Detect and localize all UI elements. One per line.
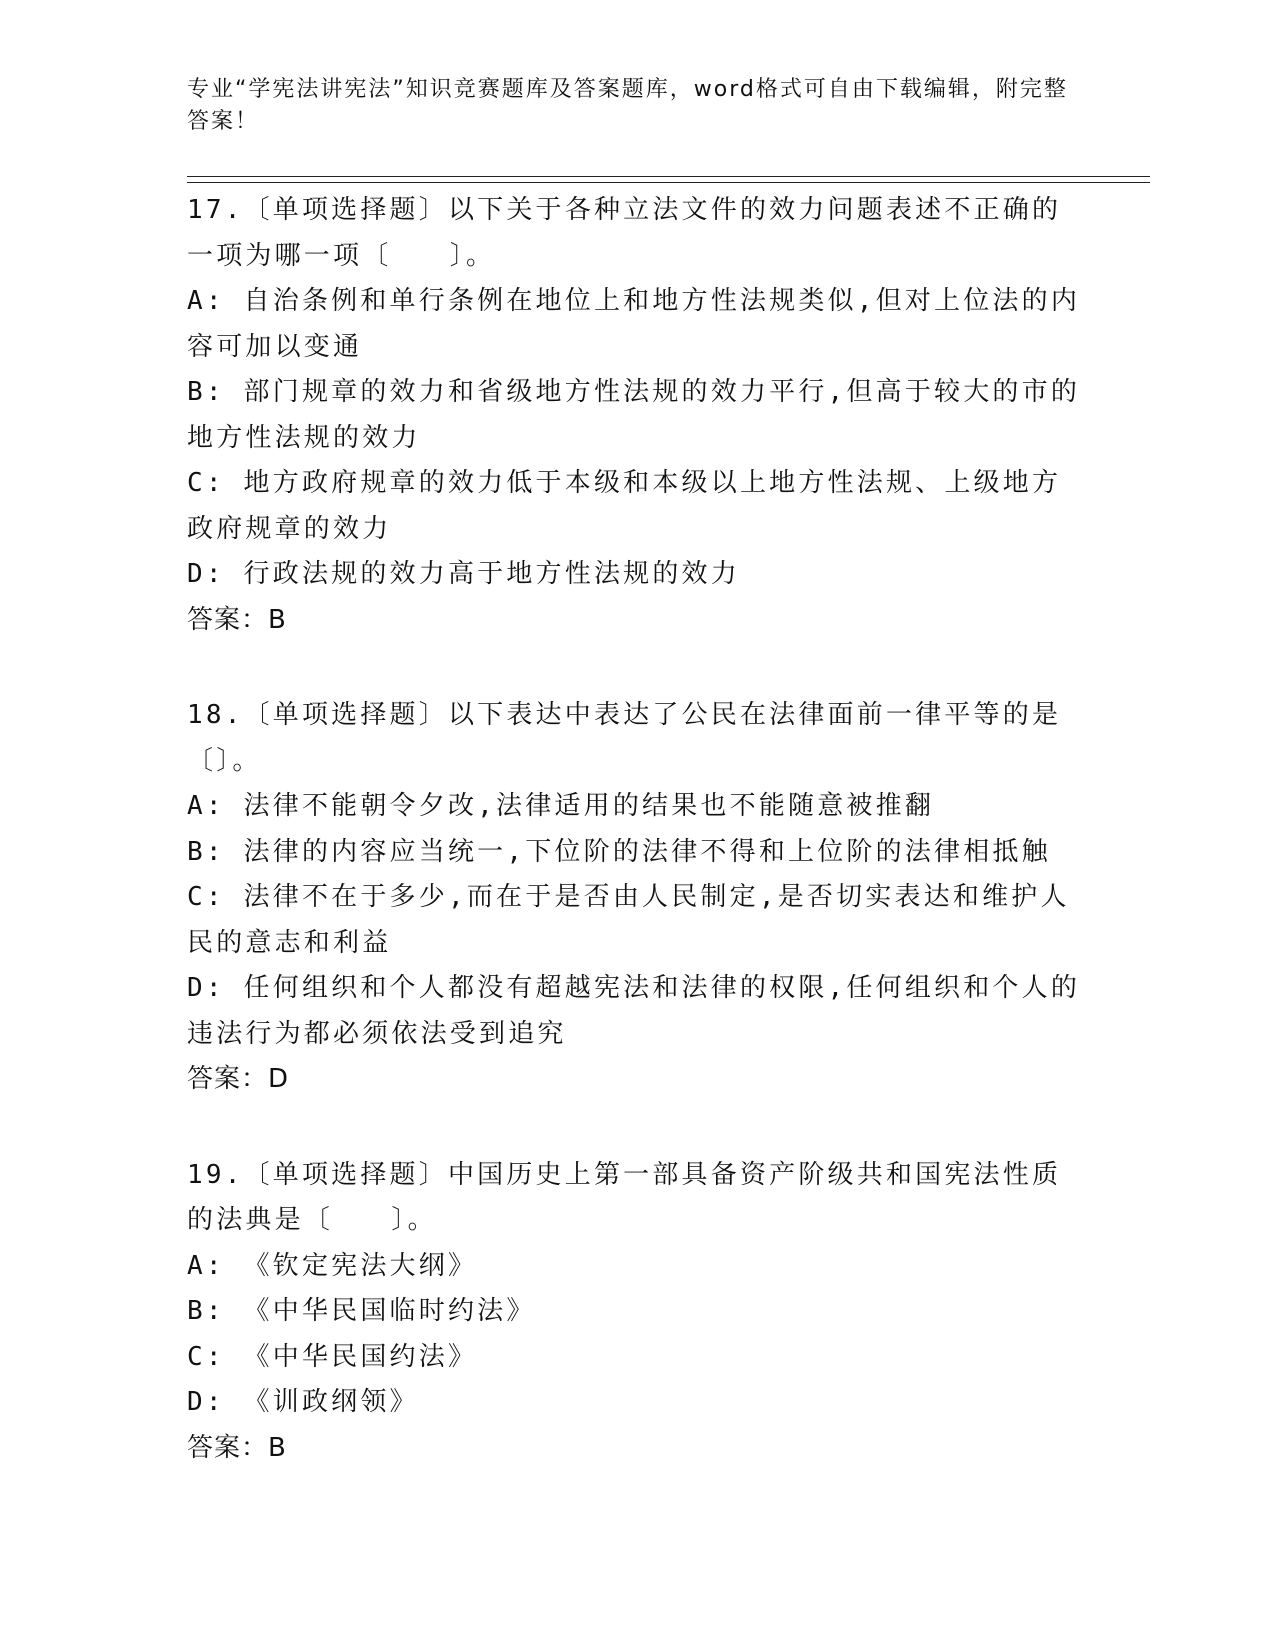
option-d: D: 任何组织和个人都没有超越宪法和法律的权限,任何组织和个人的违法行为都必须依法受到追究: [187, 973, 1081, 1049]
option-c: C: 地方政府规章的效力低于本级和本级以上地方性法规、上级地方政府规章的效力: [187, 468, 1062, 544]
option-a: A: 自治条例和单行条例在地位上和地方性法规类似,但对上位法的内容可加以变通: [187, 286, 1081, 362]
answer-label: 答案：B: [187, 1432, 287, 1463]
option-d: D: 《训政纲领》: [187, 1387, 419, 1417]
header-divider-bottom: [187, 182, 1150, 183]
question-stem: 18.〔单项选择题〕以下表达中表达了公民在法律面前一律平等的是〔〕。: [187, 700, 1062, 776]
question-stem: 19.〔单项选择题〕中国历史上第一部具备资产阶级共和国宪法性质的法典是〔 〕。: [187, 1159, 1062, 1235]
question-spacer: [187, 643, 1087, 693]
option-c: C: 《中华民国约法》: [187, 1341, 478, 1372]
option-b: B: 部门规章的效力和省级地方性法规的效力平行,但高于较大的市的地方性法规的效力: [187, 377, 1081, 453]
option-a: A: 法律不能朝令夕改,法律适用的结果也不能随意被推翻: [187, 791, 935, 821]
question-18: [187, 693, 1087, 1103]
header-divider-top: [187, 176, 1150, 177]
answer-label: 答案：D: [187, 1064, 290, 1094]
question-19: [187, 1153, 1087, 1472]
option-d: D: 行政法规的效力高于地方性法规的效力: [187, 559, 740, 589]
option-b: B: 法律的内容应当统一,下位阶的法律不得和上位阶的法律相抵触: [187, 836, 1051, 867]
option-a: A: 《钦定宪法大纲》: [187, 1250, 478, 1281]
option-b: B: 《中华民国临时约法》: [187, 1296, 536, 1326]
document-header: 专业“学宪法讲宪法”知识竞赛题库及答案题库，word格式可自由下载编辑，附完整答案！: [187, 77, 1068, 134]
question-spacer: [187, 1103, 1087, 1153]
question-17: [187, 188, 1087, 643]
question-list: [187, 188, 1087, 1471]
option-c: C: 法律不在于多少,而在于是否由人民制定,是否切实表达和维护人民的意志和利益: [187, 882, 1070, 958]
question-stem: 17.〔单项选择题〕以下关于各种立法文件的效力问题表述不正确的一项为哪一项〔 〕。: [187, 195, 1062, 271]
answer-label: 答案：B: [187, 604, 287, 635]
